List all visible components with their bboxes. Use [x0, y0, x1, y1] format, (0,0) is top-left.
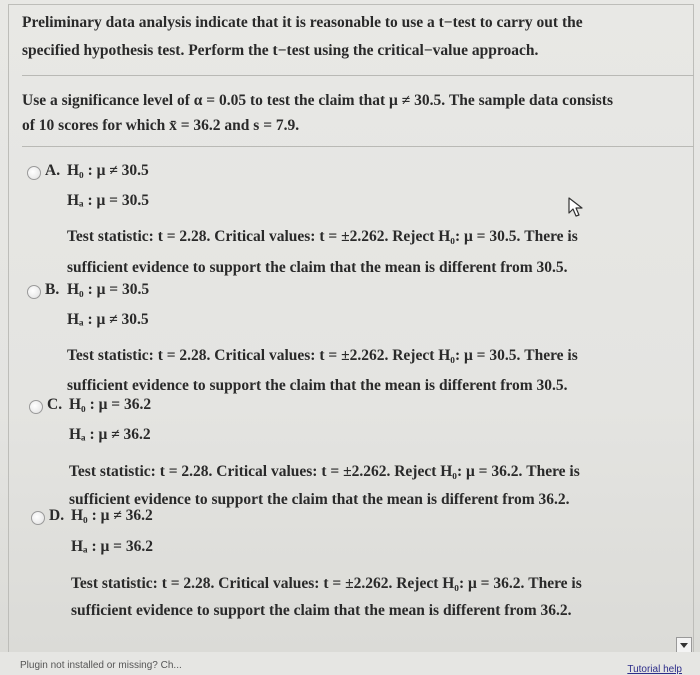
plugin-notice: Plugin not installed or missing? Ch... — [20, 660, 182, 671]
option-a-conclusion: sufficient evidence to support the claim that the mean is different from 30.5. — [67, 259, 568, 276]
intro-line-1: Preliminary data analysis indicate that it is reasonable to use a t−test to carry out the — [22, 14, 583, 31]
divider-middle — [22, 146, 694, 147]
dropdown-arrow-icon[interactable] — [676, 637, 692, 653]
option-b-radio[interactable] — [27, 285, 41, 299]
option-d-letter: D. — [49, 507, 65, 524]
option-a-letter: A. — [45, 162, 61, 179]
option-c-letter: C. — [47, 396, 63, 413]
option-a-radio[interactable] — [27, 166, 41, 180]
footer-bar — [0, 652, 700, 675]
option-d-null-hypothesis: H₀ : μ ≠ 36.2 — [71, 507, 153, 524]
option-c-alt-hypothesis: Hₐ : μ ≠ 36.2 — [69, 426, 151, 443]
option-b-letter: B. — [45, 281, 60, 298]
option-d-alt-hypothesis: Hₐ : μ = 36.2 — [71, 538, 153, 555]
option-b-alt-hypothesis: Hₐ : μ ≠ 30.5 — [67, 311, 149, 328]
option-c-radio[interactable] — [29, 400, 43, 414]
divider-top — [22, 75, 694, 76]
option-b-conclusion: sufficient evidence to support the claim that the mean is different from 30.5. — [67, 377, 568, 394]
prompt-line-2: of 10 scores for which x̄ = 36.2 and s = 7.9. — [22, 117, 300, 134]
intro-line-2: specified hypothesis test. Perform the t−test using the critical−value approach. — [22, 42, 539, 59]
option-d-conclusion: sufficient evidence to support the claim that the mean is different from 36.2. — [71, 602, 572, 619]
tutorial-help-link[interactable]: Tutorial help — [627, 664, 682, 675]
option-a-null-hypothesis: H₀ : μ ≠ 30.5 — [67, 162, 149, 179]
prompt-line-1: Use a significance level of α = 0.05 to test the claim that μ ≠ 30.5. The sample data consists — [22, 92, 613, 109]
mouse-cursor-icon — [567, 196, 587, 218]
option-b-test-line: Test statistic: t = 2.28. Critical values: t = ±2.262. Reject H₀: μ = 30.5. There is — [67, 347, 578, 364]
option-d-radio[interactable] — [31, 511, 45, 525]
option-b-null-hypothesis: H₀ : μ = 30.5 — [67, 281, 150, 298]
option-c-conclusion: sufficient evidence to support the claim that the mean is different from 36.2. — [69, 491, 570, 508]
option-d-test-line: Test statistic: t = 2.28. Critical values: t = ±2.262. Reject H₀: μ = 36.2. There is — [71, 575, 582, 592]
option-a-alt-hypothesis: Hₐ : μ = 30.5 — [67, 192, 149, 209]
option-c-test-line: Test statistic: t = 2.28. Critical values: t = ±2.262. Reject H₀: μ = 36.2. There is — [69, 463, 580, 480]
option-c-null-hypothesis: H₀ : μ = 36.2 — [69, 396, 152, 413]
option-a-test-line: Test statistic: t = 2.28. Critical values: t = ±2.262. Reject H₀: μ = 30.5. There is — [67, 228, 578, 245]
